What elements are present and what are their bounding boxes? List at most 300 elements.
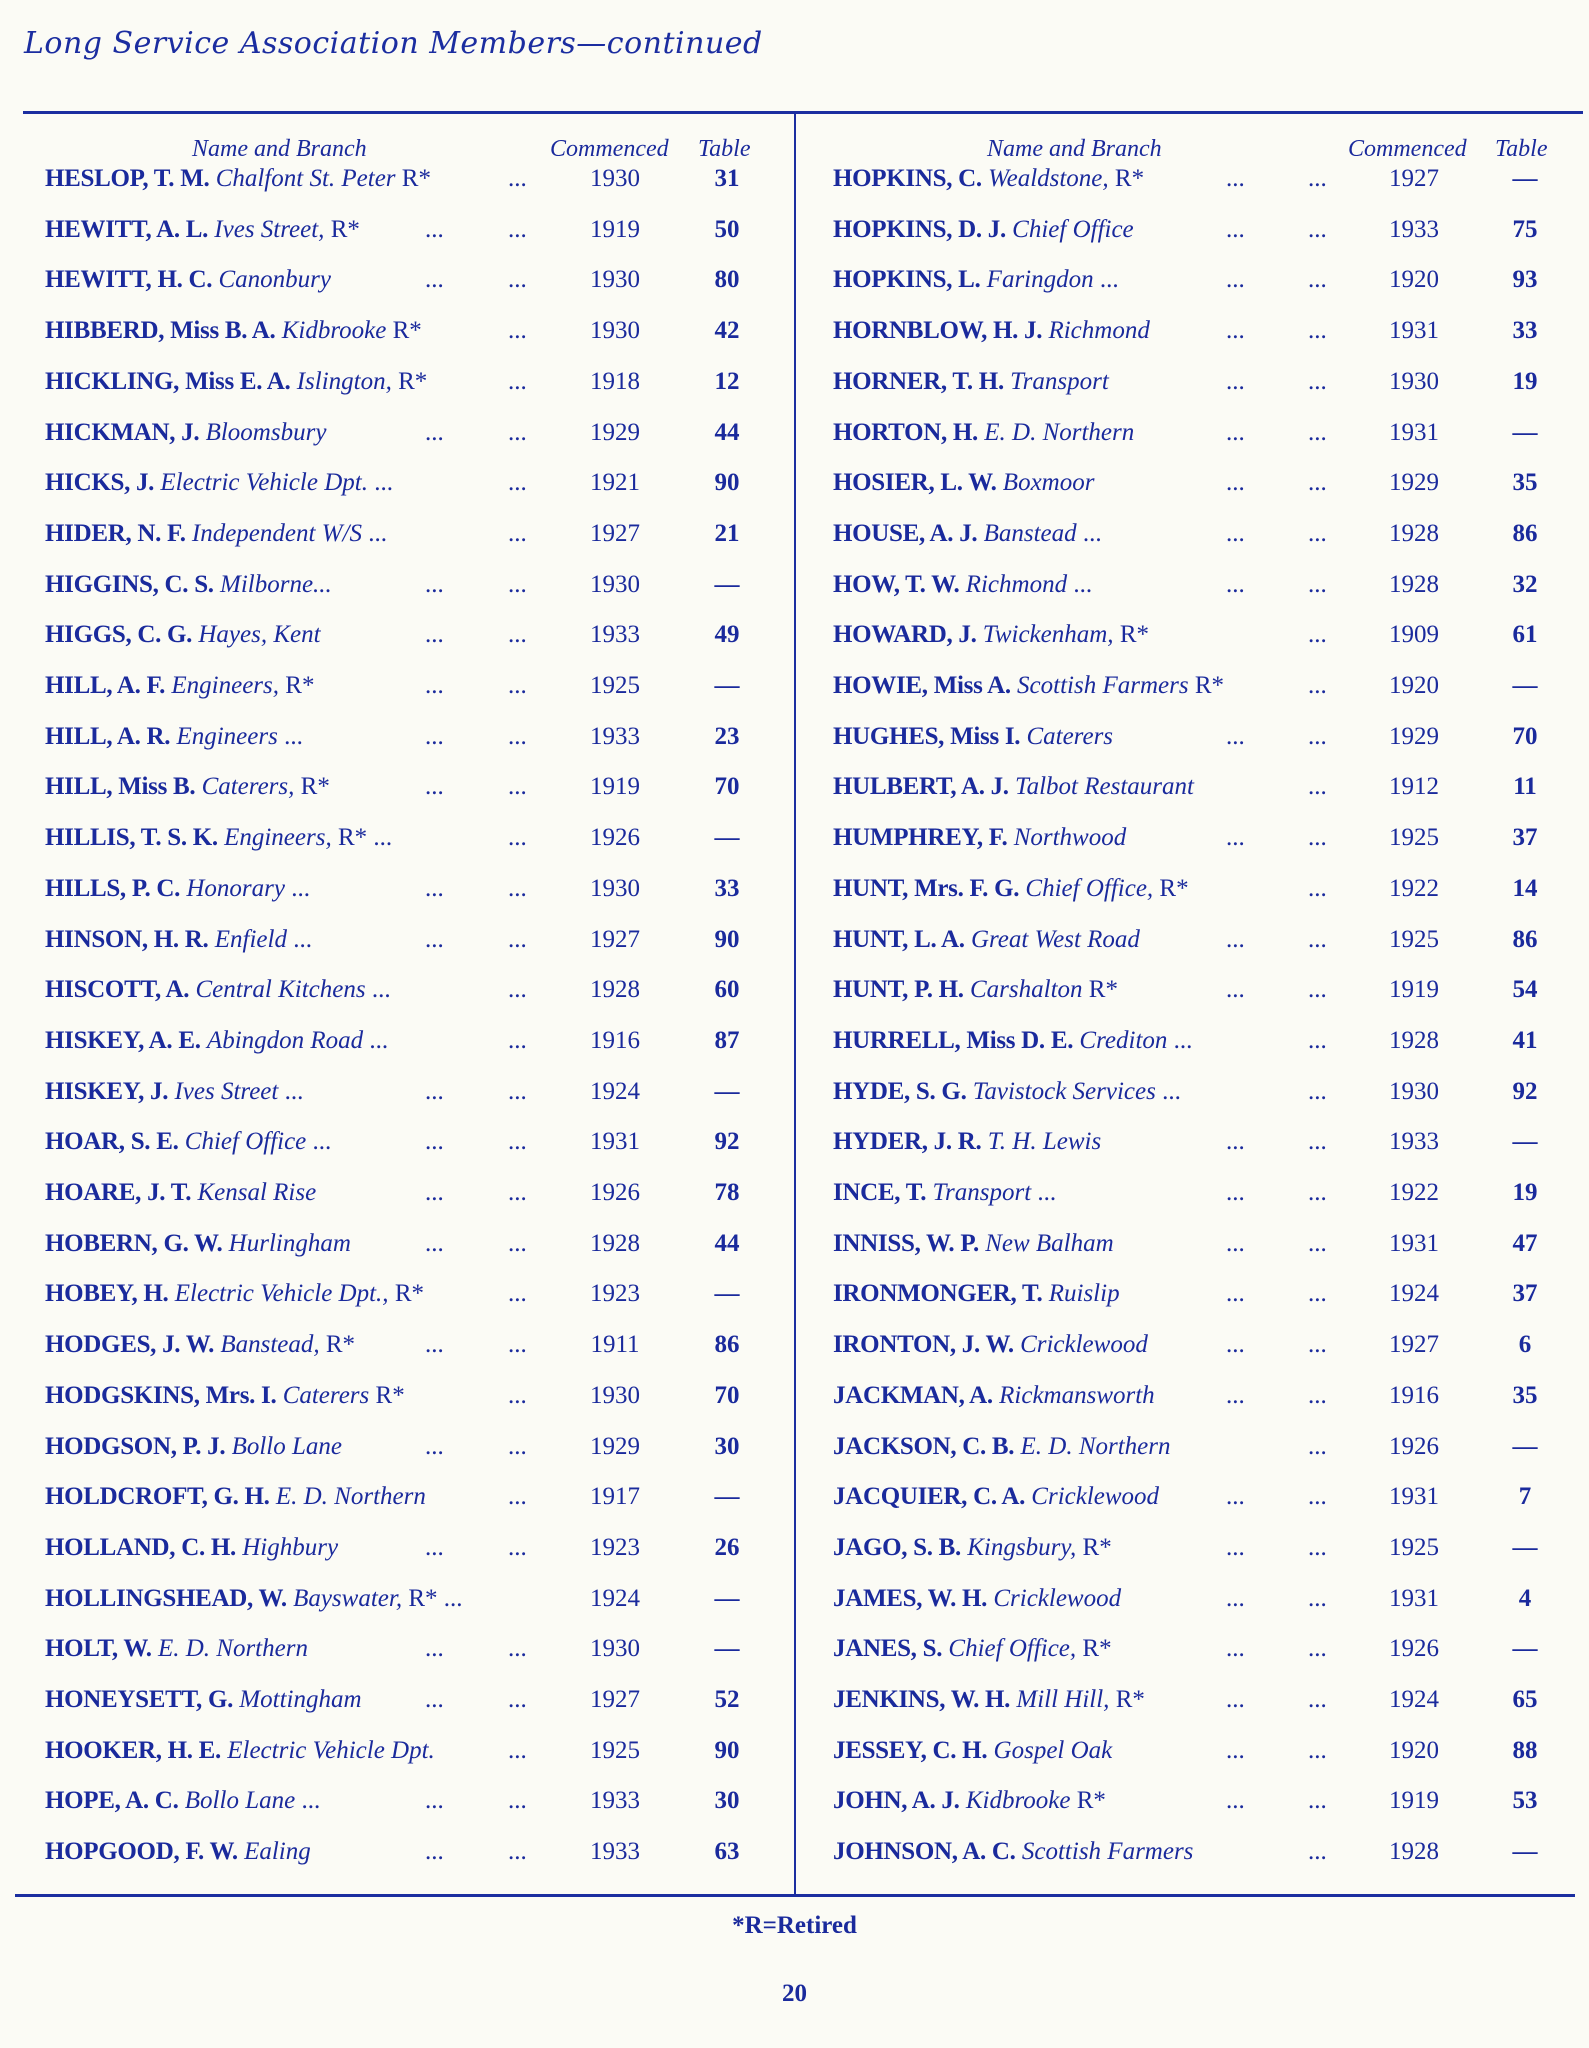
table-number: 41 xyxy=(1512,1026,1538,1054)
header-name-branch: Name and Branch xyxy=(192,136,367,162)
member-retired-mark: R* xyxy=(300,773,330,801)
member-entry xyxy=(833,875,1189,903)
member-name: HULBERT, A. J. xyxy=(833,773,1009,801)
member-retired-mark: R* ... xyxy=(408,1584,463,1612)
table-number: 54 xyxy=(1512,976,1538,1004)
leader-dots: ... xyxy=(508,266,527,294)
member-name: JAMES, W. H. xyxy=(833,1584,988,1612)
leader-dots: ... xyxy=(1308,215,1327,243)
leader-dots: ... xyxy=(1226,1736,1245,1764)
member-branch: Chief Office, xyxy=(1025,874,1154,902)
member-branch: Electric Vehicle Dpt., xyxy=(174,1280,389,1308)
member-row xyxy=(0,1534,770,1574)
member-name: HOAR, S. E. xyxy=(45,1128,179,1156)
table-number: 47 xyxy=(1512,1229,1538,1257)
leader-dots: ... xyxy=(1308,1179,1327,1206)
member-branch: Richmond xyxy=(965,570,1068,598)
member-row xyxy=(796,1179,1566,1219)
leader-dots: ... xyxy=(508,1128,527,1156)
leader-dots: ... xyxy=(508,1787,527,1815)
member-row xyxy=(0,1433,770,1473)
table-number: 35 xyxy=(1512,469,1538,497)
table-number: 63 xyxy=(714,1838,740,1866)
member-retired-mark: R* xyxy=(1082,1635,1112,1663)
leader-dots: ... xyxy=(508,925,527,953)
member-entry xyxy=(833,1280,1120,1308)
member-entry xyxy=(45,368,427,396)
member-branch: Transport xyxy=(932,1179,1032,1206)
table-number: 75 xyxy=(1512,215,1538,243)
member-branch: E. D. Northern xyxy=(157,1635,308,1663)
commenced-year: 1928 xyxy=(1389,1026,1439,1054)
member-retired-mark: R* xyxy=(330,215,360,243)
member-row xyxy=(0,1483,770,1523)
commenced-year: 1928 xyxy=(590,976,640,1004)
member-row xyxy=(796,1787,1566,1827)
table-number: — xyxy=(714,824,740,852)
member-row xyxy=(0,1230,770,1270)
member-branch: Caterers xyxy=(282,1381,370,1409)
table-number: 35 xyxy=(1512,1381,1538,1409)
member-row xyxy=(796,773,1566,813)
member-row xyxy=(796,165,1566,205)
leader-dots: ... xyxy=(508,1533,527,1561)
member-row xyxy=(0,1280,770,1320)
leader-dots: ... xyxy=(1226,1635,1245,1663)
member-branch: Abingdon Road xyxy=(206,1026,364,1054)
leader-dots: ... xyxy=(1308,1635,1327,1663)
member-branch: Hayes, Kent xyxy=(198,621,321,649)
member-branch: Cricklewood xyxy=(1031,1483,1160,1511)
member-row xyxy=(796,317,1566,357)
commenced-year: 1926 xyxy=(1389,1432,1439,1460)
member-entry xyxy=(833,1686,1145,1714)
member-name: HOPE, A. C. xyxy=(45,1787,179,1815)
member-name: JACKMAN, A. xyxy=(833,1381,993,1409)
member-row xyxy=(796,1027,1566,1067)
member-name: HOLT, W. xyxy=(45,1635,152,1663)
member-entry xyxy=(45,1737,435,1765)
leader-dots: ... xyxy=(1308,469,1327,497)
table-number: — xyxy=(1512,1838,1538,1866)
table-number: 86 xyxy=(1512,519,1538,547)
member-branch: Milborne... xyxy=(220,570,332,598)
leader-dots: ... xyxy=(1226,519,1245,547)
member-name: JOHN, A. J. xyxy=(833,1787,960,1815)
commenced-year: 1925 xyxy=(590,672,640,699)
commenced-year: 1916 xyxy=(1389,1381,1439,1409)
member-branch: Electric Vehicle Dpt. xyxy=(227,1736,435,1764)
member-name: INNISS, W. P. xyxy=(833,1229,979,1257)
member-retired-mark: ... xyxy=(1037,1179,1057,1206)
member-row xyxy=(0,520,770,560)
member-name: HILL, Miss B. xyxy=(45,773,196,801)
leader-dots: ... xyxy=(1308,874,1327,902)
top-rule xyxy=(23,111,1583,114)
table-number: 92 xyxy=(1512,1077,1538,1105)
member-row xyxy=(796,419,1566,459)
member-entry xyxy=(833,1382,1155,1410)
table-number: 12 xyxy=(714,367,740,395)
member-row xyxy=(796,1433,1566,1473)
member-row xyxy=(0,1585,770,1625)
commenced-year: 1920 xyxy=(1389,266,1439,294)
leader-dots: ... xyxy=(508,1432,527,1460)
member-entry xyxy=(45,723,303,751)
commenced-year: 1920 xyxy=(1389,1736,1439,1764)
leader-dots: ... xyxy=(508,469,527,497)
leader-dots: ... xyxy=(508,672,527,699)
leader-dots: ... xyxy=(425,1077,444,1105)
leader-dots: ... xyxy=(425,1432,444,1460)
commenced-year: 1920 xyxy=(1389,672,1439,699)
member-row xyxy=(0,419,770,459)
table-number: — xyxy=(714,570,740,598)
commenced-year: 1923 xyxy=(590,1280,640,1308)
commenced-year: 1933 xyxy=(1389,1128,1439,1156)
table-number: 37 xyxy=(1512,1280,1538,1308)
member-retired-mark: ... xyxy=(1162,1077,1181,1105)
commenced-year: 1929 xyxy=(590,1432,640,1460)
member-name: HOUSE, A. J. xyxy=(833,519,978,547)
member-branch: Bayswater, xyxy=(293,1584,403,1612)
leader-dots: ... xyxy=(508,1635,527,1663)
member-name: INCE, T. xyxy=(833,1179,927,1206)
commenced-year: 1931 xyxy=(1389,1229,1439,1257)
member-entry xyxy=(45,1483,426,1511)
member-retired-mark: R* xyxy=(394,1280,424,1308)
leader-dots: ... xyxy=(1308,1381,1327,1409)
member-row xyxy=(796,1838,1566,1878)
member-retired-mark: R* xyxy=(1114,165,1145,192)
footnote-retired: *R=Retired xyxy=(732,1912,857,1939)
member-name: HIBBERD, Miss B. A. xyxy=(45,317,276,345)
leader-dots: ... xyxy=(1308,1787,1327,1815)
table-number: 78 xyxy=(714,1179,740,1206)
member-entry xyxy=(45,1686,362,1714)
member-name: HICKLING, Miss E. A. xyxy=(45,367,291,395)
leader-dots: ... xyxy=(425,1533,444,1561)
member-name: HOOKER, H. E. xyxy=(45,1736,221,1764)
member-branch: Banstead xyxy=(983,519,1077,547)
leader-dots: ... xyxy=(1226,925,1245,953)
member-entry xyxy=(833,1838,1193,1866)
commenced-year: 1930 xyxy=(590,165,640,192)
member-entry xyxy=(45,1433,342,1461)
leader-dots: ... xyxy=(425,1838,444,1866)
member-row xyxy=(0,368,770,408)
leader-dots: ... xyxy=(508,317,527,345)
member-row xyxy=(0,926,770,966)
member-row xyxy=(0,1737,770,1777)
member-name: HIGGINS, C. S. xyxy=(45,570,214,598)
member-row xyxy=(0,672,770,712)
member-branch: Great West Road xyxy=(970,925,1140,953)
table-number: 33 xyxy=(1512,317,1538,345)
leader-dots: ... xyxy=(1226,1331,1245,1359)
member-entry xyxy=(833,266,1119,294)
member-branch: Transport xyxy=(1010,367,1109,395)
commenced-year: 1928 xyxy=(1389,519,1439,547)
member-branch: Faringdon xyxy=(986,266,1094,294)
member-name: HOPKINS, L. xyxy=(833,266,981,294)
member-branch: Wealdstone, xyxy=(988,165,1109,192)
member-row xyxy=(0,266,770,306)
commenced-year: 1924 xyxy=(1389,1686,1439,1713)
leader-dots: ... xyxy=(508,976,527,1004)
member-entry xyxy=(45,165,431,193)
leader-dots: ... xyxy=(508,1736,527,1764)
commenced-year: 1927 xyxy=(590,519,640,547)
member-entry xyxy=(833,317,1150,345)
member-branch: Ives Street, xyxy=(214,215,325,243)
member-entry xyxy=(833,976,1118,1004)
member-entry xyxy=(45,1585,463,1613)
leader-dots: ... xyxy=(508,773,527,801)
table-number: 44 xyxy=(714,1229,740,1257)
table-number: — xyxy=(714,1584,740,1612)
member-row xyxy=(796,368,1566,408)
member-row xyxy=(0,1787,770,1827)
leader-dots: ... xyxy=(508,1179,527,1206)
member-row xyxy=(0,1838,770,1878)
commenced-year: 1933 xyxy=(1389,215,1439,243)
member-entry xyxy=(833,1331,1148,1359)
member-branch: Gospel Oak xyxy=(993,1736,1113,1764)
member-row xyxy=(0,621,770,661)
member-entry xyxy=(833,621,1149,649)
member-branch: Tavistock Services xyxy=(972,1077,1156,1105)
member-name: HYDER, J. R. xyxy=(833,1128,982,1156)
member-name: HOARE, J. T. xyxy=(45,1179,192,1206)
member-branch: Cricklewood xyxy=(1020,1331,1148,1359)
leader-dots: ... xyxy=(508,215,527,243)
member-retired-mark: ... xyxy=(284,1077,304,1105)
leader-dots: ... xyxy=(1226,418,1245,446)
commenced-year: 1930 xyxy=(590,266,640,294)
leader-dots: ... xyxy=(508,722,527,750)
table-number: 90 xyxy=(714,1736,740,1764)
commenced-year: 1909 xyxy=(1389,621,1439,649)
member-row xyxy=(796,1534,1566,1574)
member-branch: Kensal Rise xyxy=(197,1179,317,1206)
table-number: 23 xyxy=(714,722,740,750)
member-entry xyxy=(45,926,312,954)
member-row xyxy=(796,520,1566,560)
member-retired-mark: ... xyxy=(1173,1026,1193,1054)
leader-dots: ... xyxy=(1226,722,1245,750)
member-row xyxy=(0,1382,770,1422)
commenced-year: 1925 xyxy=(590,1736,640,1764)
leader-dots: ... xyxy=(508,1331,527,1359)
commenced-year: 1931 xyxy=(1389,1483,1439,1511)
member-branch: Crediton xyxy=(1079,1026,1168,1054)
leader-dots: ... xyxy=(1308,621,1327,649)
member-name: IRONTON, J. W. xyxy=(833,1331,1014,1359)
commenced-year: 1925 xyxy=(1389,1533,1439,1561)
leader-dots: ... xyxy=(425,773,444,801)
leader-dots: ... xyxy=(1308,1584,1327,1612)
member-retired-mark: R* xyxy=(398,367,428,395)
member-name: HISKEY, A. E. xyxy=(45,1026,201,1054)
leader-dots: ... xyxy=(1226,469,1245,497)
member-retired-mark: R* xyxy=(401,165,431,192)
table-number: 30 xyxy=(714,1787,740,1815)
member-name: JANES, S. xyxy=(833,1635,943,1663)
member-name: HICKMAN, J. xyxy=(45,418,200,446)
commenced-year: 1930 xyxy=(590,570,640,598)
member-name: HILLS, P. C. xyxy=(45,874,181,902)
table-number: — xyxy=(714,672,740,699)
header-commenced: Commenced xyxy=(550,136,669,162)
member-entry xyxy=(45,216,360,244)
leader-dots: ... xyxy=(425,1179,444,1206)
commenced-year: 1931 xyxy=(1389,418,1439,446)
member-branch: New Balham xyxy=(985,1229,1114,1257)
commenced-year: 1927 xyxy=(590,925,640,953)
member-entry xyxy=(45,1078,303,1106)
member-branch: Kidbrooke xyxy=(281,317,387,345)
leader-dots: ... xyxy=(1226,1229,1245,1257)
table-number: 19 xyxy=(1512,367,1538,395)
member-retired-mark: ... xyxy=(1073,570,1093,598)
member-entry xyxy=(45,469,393,497)
member-entry xyxy=(45,1534,338,1562)
member-branch: Caterers, xyxy=(201,773,295,801)
leader-dots: ... xyxy=(1308,519,1327,547)
member-row xyxy=(796,216,1566,256)
member-entry xyxy=(45,1635,308,1663)
member-entry xyxy=(45,1382,405,1410)
leader-dots: ... xyxy=(508,1229,527,1257)
leader-dots: ... xyxy=(1226,1280,1245,1308)
member-entry xyxy=(45,419,326,447)
member-retired-mark: ... xyxy=(301,1787,321,1815)
member-row xyxy=(0,317,770,357)
member-entry xyxy=(45,1179,316,1207)
member-name: JOHNSON, A. C. xyxy=(833,1838,1016,1866)
leader-dots: ... xyxy=(1308,824,1327,852)
member-name: HUMPHREY, F. xyxy=(833,824,1008,852)
header-name-branch: Name and Branch xyxy=(987,136,1162,162)
member-name: HILL, A. R. xyxy=(45,722,171,750)
member-name: HOPKINS, D. J. xyxy=(833,215,1006,243)
member-row xyxy=(796,1635,1566,1675)
member-entry xyxy=(45,317,422,345)
member-branch: Bollo Lane xyxy=(231,1432,342,1460)
table-number: 49 xyxy=(714,621,740,649)
member-branch: Honorary xyxy=(186,874,285,902)
commenced-year: 1924 xyxy=(590,1077,640,1105)
member-entry xyxy=(833,1433,1171,1461)
leader-dots: ... xyxy=(1308,773,1327,801)
member-branch: Ives Street xyxy=(174,1077,279,1105)
member-name: JAGO, S. B. xyxy=(833,1533,961,1561)
leader-dots: ... xyxy=(425,1635,444,1663)
table-number: — xyxy=(1512,165,1538,192)
member-retired-mark: R* xyxy=(392,317,422,345)
member-row xyxy=(0,976,770,1016)
member-branch: Engineers, xyxy=(171,672,280,699)
leader-dots: ... xyxy=(425,570,444,598)
leader-dots: ... xyxy=(1308,1483,1327,1511)
leader-dots: ... xyxy=(425,1331,444,1359)
leader-dots: ... xyxy=(1308,266,1327,294)
table-number: 4 xyxy=(1518,1584,1532,1612)
commenced-year: 1933 xyxy=(590,1838,640,1866)
member-entry xyxy=(833,723,1113,751)
member-row xyxy=(796,723,1566,763)
table-number: 32 xyxy=(1512,570,1538,598)
commenced-year: 1930 xyxy=(590,874,640,902)
table-number: 53 xyxy=(1512,1787,1538,1815)
member-branch: Scottish Farmers xyxy=(1017,672,1189,699)
member-branch: Electric Vehicle Dpt. xyxy=(160,469,368,497)
member-entry xyxy=(833,520,1102,548)
commenced-year: 1929 xyxy=(1389,469,1439,497)
leader-dots: ... xyxy=(508,1381,527,1409)
member-row xyxy=(796,1280,1566,1320)
member-entry xyxy=(833,1635,1112,1663)
leader-dots: ... xyxy=(1226,1686,1245,1713)
member-retired-mark: R* xyxy=(1115,1686,1145,1713)
member-name: IRONMONGER, T. xyxy=(833,1280,1043,1308)
table-number: — xyxy=(1512,1432,1538,1460)
member-retired-mark: R* xyxy=(1194,672,1224,699)
leader-dots: ... xyxy=(508,570,527,598)
member-retired-mark: ... xyxy=(312,1128,332,1156)
member-row xyxy=(796,1483,1566,1523)
leader-dots: ... xyxy=(1308,1331,1327,1359)
member-row xyxy=(796,469,1566,509)
member-row xyxy=(0,1179,770,1219)
table-number: 86 xyxy=(714,1331,740,1359)
member-entry xyxy=(45,875,310,903)
page-title: Long Service Association Members—continued xyxy=(24,26,763,61)
commenced-year: 1922 xyxy=(1389,874,1439,902)
commenced-year: 1928 xyxy=(1389,1838,1439,1866)
table-number: 80 xyxy=(714,266,740,294)
member-entry xyxy=(833,419,1134,447)
leader-dots: ... xyxy=(508,621,527,649)
leader-dots: ... xyxy=(1226,1787,1245,1815)
table-number: 44 xyxy=(714,418,740,446)
member-name: HILL, A. F. xyxy=(45,672,166,699)
commenced-year: 1926 xyxy=(1389,1635,1439,1663)
leader-dots: ... xyxy=(1308,1838,1327,1866)
member-name: HONEYSETT, G. xyxy=(45,1686,234,1713)
member-branch: Boxmoor xyxy=(1002,469,1095,497)
commenced-year: 1916 xyxy=(590,1026,640,1054)
table-number: 60 xyxy=(714,976,740,1004)
commenced-year: 1919 xyxy=(1389,1787,1439,1815)
leader-dots: ... xyxy=(508,1280,527,1308)
member-branch: Caterers xyxy=(1026,722,1114,750)
member-branch: Chief Office xyxy=(184,1128,307,1156)
member-name: HODGSKINS, Mrs. I. xyxy=(45,1381,277,1409)
leader-dots: ... xyxy=(425,621,444,649)
member-row xyxy=(0,1686,770,1726)
commenced-year: 1919 xyxy=(590,773,640,801)
member-name: HISCOTT, A. xyxy=(45,976,190,1004)
member-entry xyxy=(833,773,1194,801)
member-entry xyxy=(45,1787,320,1815)
member-retired-mark: ... xyxy=(1099,266,1119,294)
member-entry xyxy=(833,1027,1192,1055)
table-number: — xyxy=(1512,1635,1538,1663)
commenced-year: 1933 xyxy=(590,621,640,649)
commenced-year: 1931 xyxy=(1389,317,1439,345)
